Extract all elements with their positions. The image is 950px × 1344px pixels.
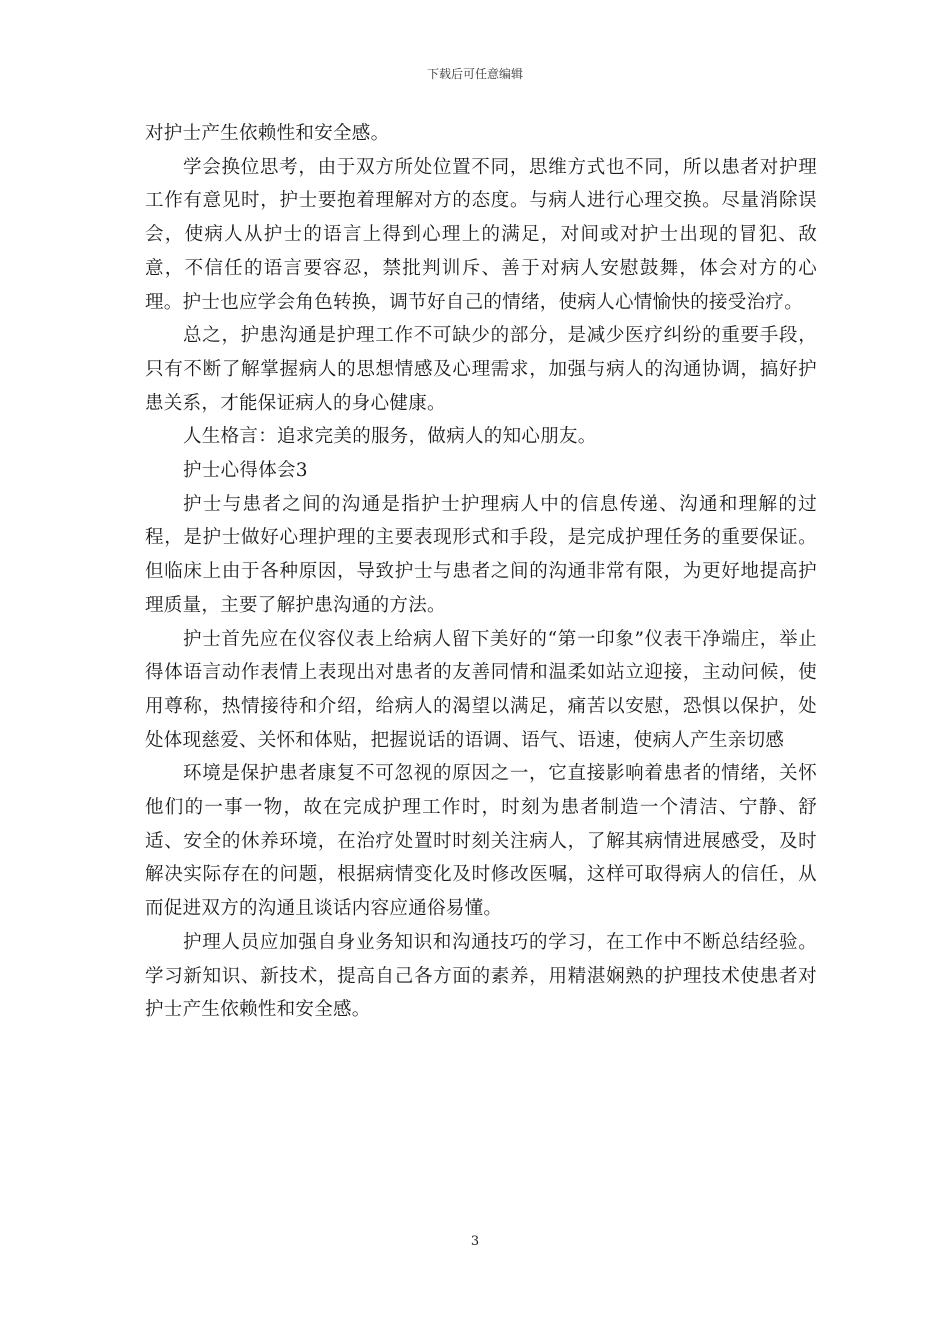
paragraph-communication: 护士与患者之间的沟通是指护士护理病人中的信息传递、沟通和理解的过程，是护士做好心理护理的主要表现形式和手段，是完成护理任务的重要保证。但临床上由于各种原因，导致护士与患者之间的沟通非常有限，为更好地提高护理质量，主要了解护患沟通的方法。	[145, 493, 817, 616]
paragraph-learning: 护理人员应加强自身业务知识和沟通技巧的学习，在工作中不断总结经验。学习新知识、新技术，提高自己各方面的素养，用精湛娴熟的护理技术使患者对护士产生依赖性和安全感。	[145, 931, 817, 1021]
paragraph-empathy: 学会换位思考，由于双方所处位置不同，思维方式也不同，所以患者对护理工作有意见时，护士要抱着理解对方的态度。与病人进行心理交换。尽量消除误会，使病人从护士的语言上得到心理上的满足，对间或对护士出现的冒犯、敌意，不信任的语言要容忍，禁批判训斥、善于对病人安慰鼓舞，体会对方的心理。护士也应学会角色转换，调节好自己的情绪，使病人心情愉快的接受治疗。	[145, 156, 817, 313]
paragraph-environment: 环境是保护患者康复不可忽视的原因之一，它直接影响着患者的情绪，关怀他们的一事一物，故在完成护理工作时，时刻为患者制造一个清洁、宁静、舒适、安全的休养环境，在治疗处置时时刻关注病人，了解其病情进展感受，及时解决实际存在的问题，根据病情变化及时修改医嘱，这样可取得病人的信任，从而促进双方的沟通且谈话内容应通俗易懂。	[145, 763, 817, 920]
paragraph-motto: 人生格言：追求完美的服务，做病人的知心朋友。	[183, 426, 597, 448]
section-heading: 护士心得体会3	[183, 460, 308, 482]
paragraph-continuation: 对护士产生依赖性和安全感。	[145, 123, 390, 144]
document-body	[145, 117, 817, 1027]
header-note: 下载后可任意编辑	[426, 67, 523, 81]
paragraph-first-impression: 护士首先应在仪容仪表上给病人留下美好的“第一印象”仪表干净端庄，举止得体语言动作表情上表现出对患者的友善同情和温柔如站立迎接，主动问候，使用尊称，热情接待和介绍，给病人的渴望以满足，痛苦以安慰，恐惧以保护，处处体现慈爱、关怀和体贴，把握说话的语调、语气、语速，使病人产生亲切感	[145, 628, 817, 751]
page-number: 3	[470, 1234, 480, 1249]
paragraph-summary: 总之，护患沟通是护理工作不可缺少的部分，是减少医疗纠纷的重要手段，只有不断了解掌握病人的思想情感及心理需求，加强与病人的沟通协调，搞好护患关系，才能保证病人的身心健康。	[145, 325, 817, 414]
